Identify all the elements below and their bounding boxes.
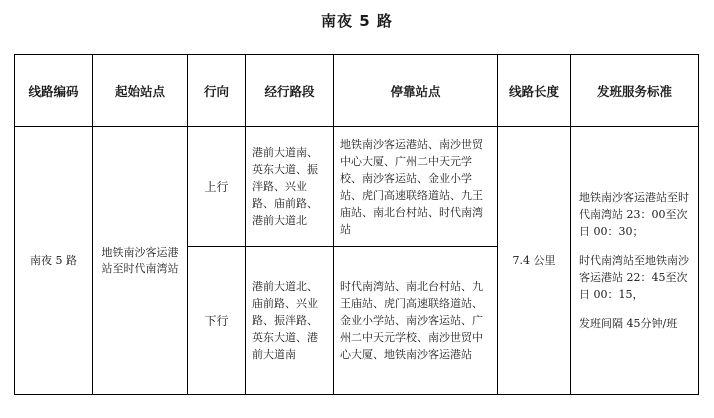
header-row <box>15 55 699 127</box>
direction-down-cell: 下行 <box>188 247 246 395</box>
header-stops: 停靠站点 <box>334 55 498 127</box>
service-line-down: 时代南湾站至地铁南沙客运港站 22：45至次日 00：15， <box>579 254 689 301</box>
route-table <box>14 54 699 395</box>
header-service: 发班服务标准 <box>571 55 699 127</box>
start-end-cell: 地铁南沙客运港站至时代南湾站 <box>93 127 188 395</box>
stops-down-cell: 时代南湾站、南北台村站、九王庙站、虎门高速联络道站、金业小学站、南沙客运站、广州二中天元学校、南沙世贸中心大厦、地铁南沙客运港站 <box>334 247 498 395</box>
length-cell: 7.4 公里 <box>498 127 571 395</box>
via-up-cell: 港前大道南、英东大道、振泮路、兴业路、庙前路、港前大道北 <box>246 127 334 247</box>
direction-up-cell: 上行 <box>188 127 246 247</box>
service-line-up: 地铁南沙客运港站至时代南湾站 23：00至次日 00：30； <box>579 191 689 238</box>
header-direction: 行向 <box>188 55 246 127</box>
table-row-up <box>15 127 699 247</box>
header-start-end: 起始站点 <box>93 55 188 127</box>
via-down-cell: 港前大道北、庙前路、兴业路、振泮路、英东大道、港前大道南 <box>246 247 334 395</box>
header-length: 线路长度 <box>498 55 571 127</box>
header-via: 经行路段 <box>246 55 334 127</box>
stops-up-cell: 地铁南沙客运港站、南沙世贸中心大厦、广州二中天元学校、南沙客运站、金业小学站、虎门高速联络道站、九王庙站、南北台村站、时代南湾站 <box>334 127 498 247</box>
page-title: 南夜 5 路 <box>321 12 393 30</box>
service-cell <box>571 127 699 395</box>
header-route-code: 线路编码 <box>15 55 93 127</box>
service-interval: 发班间隔 45分钟/班 <box>579 317 678 330</box>
route-code-cell: 南夜 5 路 <box>15 127 93 395</box>
